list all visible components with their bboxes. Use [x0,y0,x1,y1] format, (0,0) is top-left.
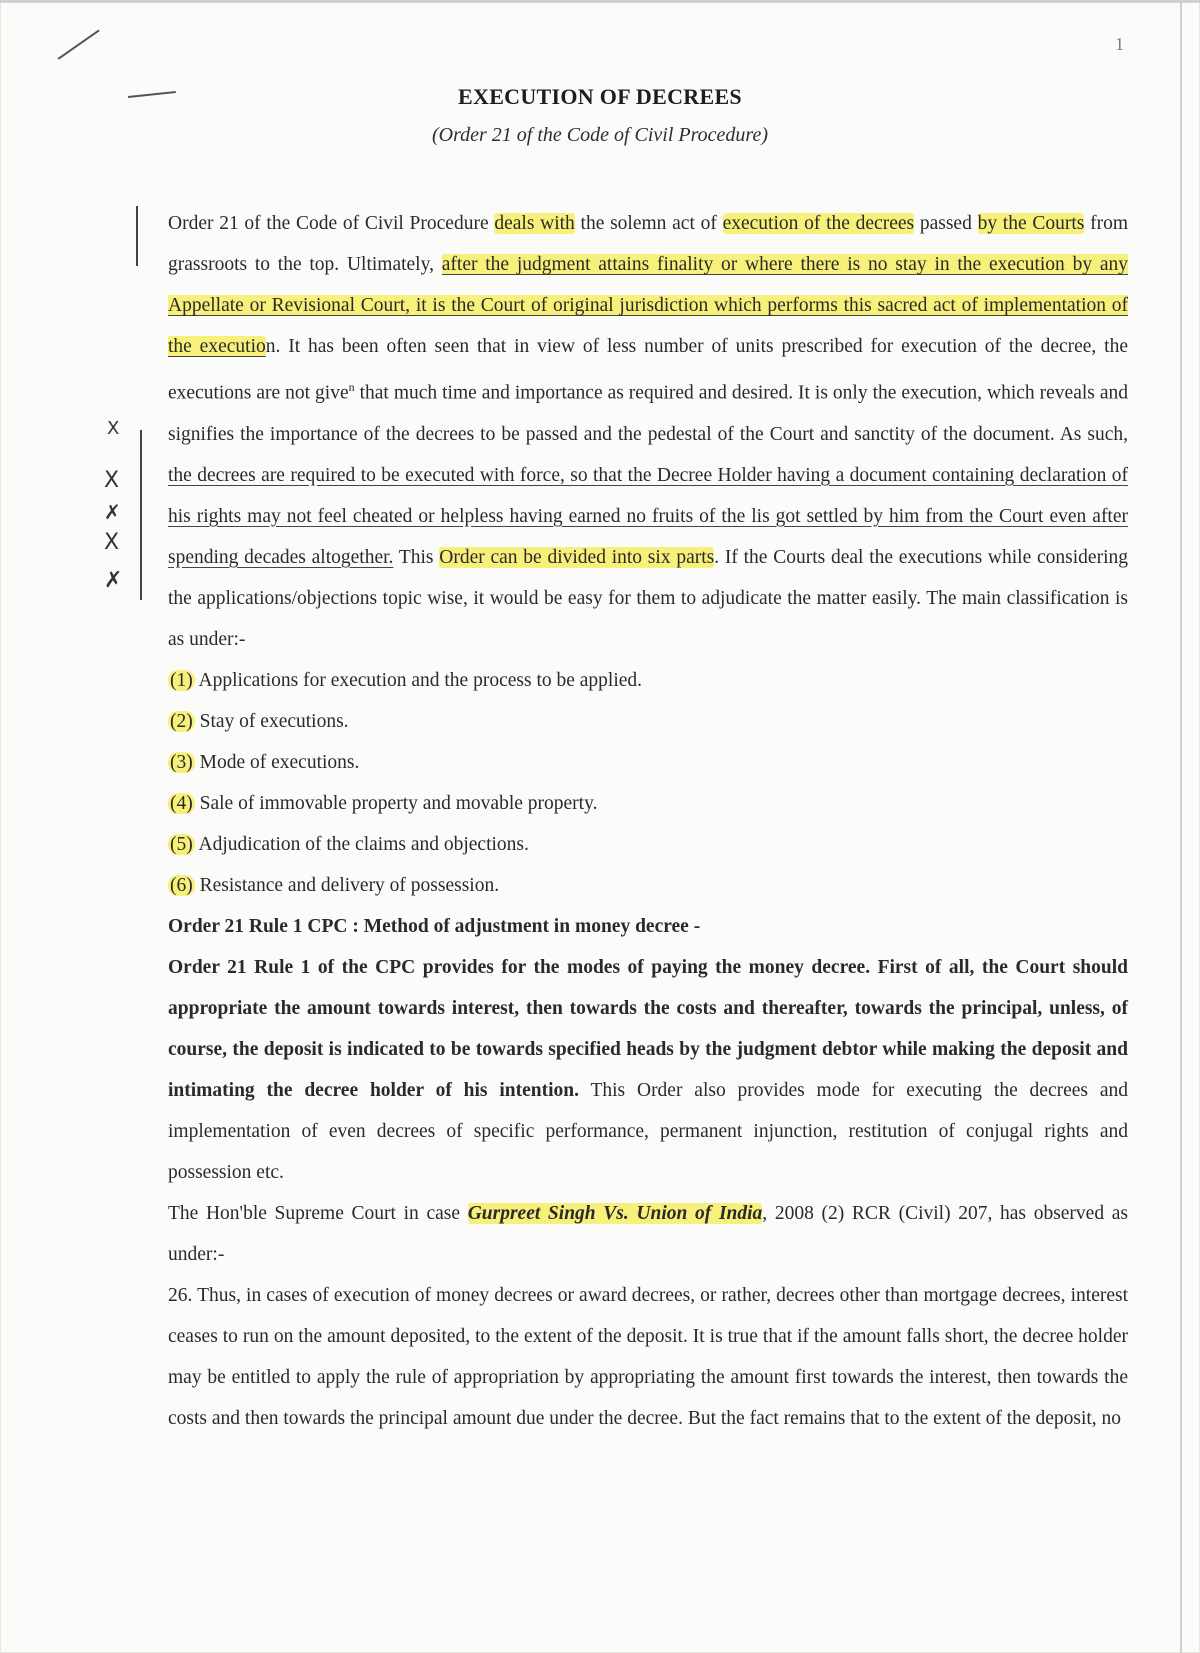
highlighted-text: execution of the decrees [722,213,915,234]
margin-x-mark: ✗ [104,500,121,524]
page-number: 1 [1115,34,1124,54]
margin-x-mark: X [104,468,120,493]
classification-list [168,660,1128,906]
rule1-paragraph: Order 21 Rule 1 of the CPC provides for the modes of paying the money decree. First of all, the Court should appropriate the amount towards interest, then towards the costs and thereafter, towards the principal, unless, of course, the deposit is indicated to be towards specified heads by the judgment debtor while making the deposit and intimating the decree holder of his intention. This Order also provides mode for executing the decrees and implementation of even decrees of specific performance, permanent injunction, restitution of conjugal rights and possession etc. [168,956,1128,1183]
handwritten-caret-insert: n [348,380,355,394]
list-number: (1) [170,669,193,691]
highlighted-text: by the Courts [977,213,1085,234]
intro-paragraph: Order 21 of the Code of Civil Procedure deals with the solemn act of execution of the decrees passed by the Courts from grassroots to the top. Ultimately, after the judgment attains finality or where there is no stay in the execution by any Appellate or Revisional Court, it is the Court of original jurisdiction which performs this sacred act of implementation of the execution. It has been often seen that in view of less number of units prescribed for execution of the decree, the executions are not give$^n$ that much time and importance as required and desired. It is only the execution, which reveals and signifies the importance of the decrees to be passed and the pedestal of the Court and sanctity of the document. As such, the decrees are required to be executed with force, so that the Decree Holder having a document containing declaration of his rights may not feel cheated or helpless having earned no fruits of the lis got settled by him from the Court even after spending decades altogether. This Order can be divided into six parts. If the Courts deal the executions while considering the applications/objections topic wise, it would be easy for them to adjudicate the matter easily. The main classification is as under:- [168,213,1128,650]
margin-sidebar-mark [140,430,142,600]
list-number: (3) [170,751,193,773]
scan-edge-top [0,0,1200,3]
list-number: (5) [170,833,193,855]
list-item: (4) Sale of immovable property and movable property. [170,792,598,814]
case-name: Gurpreet Singh Vs. Union of India [467,1202,763,1224]
underlined-text: the decrees are required to be executed with force, so that the Decree Holder having a document containing declaration of his rights may not feel cheated or helpless having earned no fruits of the lis got settled by him from the Court even after spending decades altogether. [168,464,1128,568]
document-title: EXECUTION OF DECREES [458,84,742,109]
margin-x-mark: X [104,530,120,555]
list-number: (6) [170,874,193,896]
margin-sidebar-mark [136,206,138,266]
margin-x-mark: ✗ [104,568,123,593]
margin-x-mark: X [107,418,120,439]
list-number: (4) [170,792,193,814]
list-number: (2) [170,710,193,732]
scan-edge-right [1180,0,1182,1653]
list-item: (6) Resistance and delivery of possession. [170,874,500,896]
list-item: (2) Stay of executions. [170,710,349,732]
highlighted-text: deals with [494,213,575,234]
document-subtitle: (Order 21 of the Code of Civil Procedure) [431,124,769,146]
list-item: (3) Mode of executions. [170,751,360,773]
highlighted-underlined-text: after the judgment attains finality or where there is no stay in the execution by any Appellate or Revisional Court, it is the Court of original jurisdiction which performs this sacred act of implementation of the executio [168,254,1128,357]
list-item: (1) Applications for execution and the process to be applied. [170,669,643,691]
rule1-heading: Order 21 Rule 1 CPC : Method of adjustment in money decree - [168,915,701,937]
paragraph-26: 26. Thus, in cases of execution of money decrees or award decrees, or rather, decrees other than mortgage decrees, interest ceases to run on the amount deposited, to the extent of the deposit. It is true that if the amount falls short, the decree holder may be entitled to apply the rule of appropriation by appropriating the amount first towards the interest, then towards the costs and then towards the principal amount due under the decree. But the fact remains that to the extent of the deposit, no [168,1284,1128,1429]
document-body [168,203,1128,1439]
pen-stroke-mark [58,29,100,59]
highlighted-text: Order can be divided into six parts [439,546,715,568]
list-item: (5) Adjudication of the claims and objections. [170,833,529,855]
case-reference-paragraph: The Hon'ble Supreme Court in case Gurpreet Singh Vs. Union of India, 2008 (2) RCR (Civil) 207, has observed as under:- [168,1202,1128,1265]
